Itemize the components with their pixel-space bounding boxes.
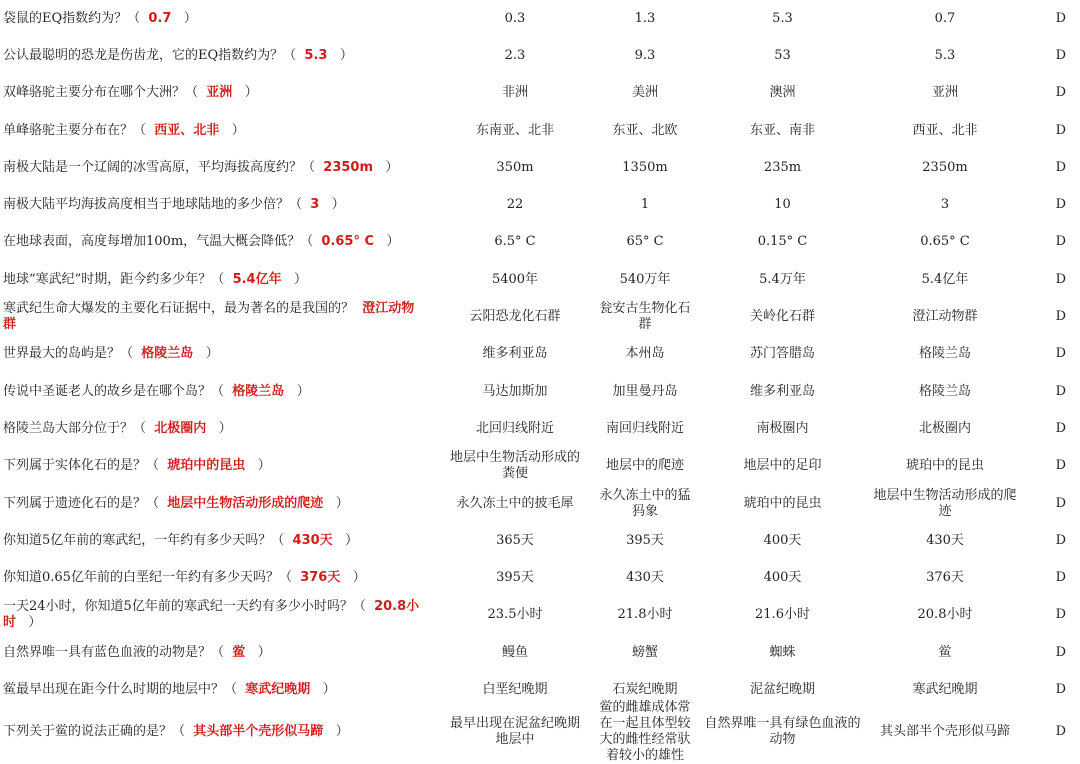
answer-key: D <box>1055 681 1066 697</box>
answer-key: D <box>1055 47 1066 63</box>
question-text <box>0 373 440 410</box>
answer-highlight: 寒武纪晚期 <box>245 681 311 697</box>
question-prompt: 双峰骆驼主要分布在哪个大洲？（ <box>3 85 199 101</box>
option-b: 540万年 <box>619 271 671 287</box>
option-d: 0.7 <box>934 10 956 26</box>
question-prompt: 下列关于鲎的说法正确的是？（ <box>3 723 186 739</box>
option-c: 东亚、南非 <box>749 122 815 138</box>
answer-key: D <box>1055 234 1066 250</box>
option-a: 2.3 <box>504 47 526 63</box>
option-c: 400天 <box>763 532 802 548</box>
answer-highlight: 2350m <box>323 159 374 175</box>
question-text <box>0 336 440 373</box>
answer-highlight: 鲎 <box>232 644 246 660</box>
question-closing-paren: ） <box>385 159 399 175</box>
question-closing-paren: ） <box>352 570 366 586</box>
question-prompt: 南极大陆是一个辽阔的冰雪高原，平均海拔高度约？（ <box>3 159 316 175</box>
question-text <box>0 37 440 74</box>
option-c: 5.3 <box>772 10 793 26</box>
option-c: 澳洲 <box>769 85 796 101</box>
question-text <box>0 298 440 335</box>
question-closing-paren: ） <box>231 122 245 138</box>
option-b: 395天 <box>626 532 664 548</box>
option-d: 寒武纪晚期 <box>912 681 978 697</box>
option-c: 蜘蛛 <box>769 644 796 660</box>
question-prompt: 鲎最早出现在距今什么时期的地层中？（ <box>3 681 238 697</box>
question-closing-paren: ） <box>218 420 232 436</box>
option-b: 永久冻土中的猛犸象 <box>599 487 691 519</box>
answer-key: D <box>1055 723 1066 739</box>
answer-highlight: 0.65° C <box>321 234 375 250</box>
answer-key: D <box>1055 197 1066 213</box>
option-c: 235m <box>763 159 802 175</box>
question-prompt: 在地球表面，高度每增加100m，气温大概会降低？（ <box>3 234 314 250</box>
option-b: 东亚、北欧 <box>612 122 678 138</box>
option-c: 21.6小时 <box>755 607 810 623</box>
option-d: 20.8小时 <box>917 607 973 623</box>
option-b: 9.3 <box>634 47 656 63</box>
option-b: 65° C <box>626 234 664 250</box>
option-d: 西亚、北非 <box>912 122 978 138</box>
option-c: 0.15° C <box>757 234 808 250</box>
question-closing-paren: ） <box>296 383 310 399</box>
answer-highlight: 亚洲 <box>206 85 233 101</box>
answer-highlight: 430天 <box>292 532 333 548</box>
option-d: 376天 <box>926 570 964 586</box>
answer-key: D <box>1055 495 1066 511</box>
question-text <box>0 75 440 112</box>
option-b: 石炭纪晚期 <box>612 681 678 697</box>
option-a: 云阳恐龙化石群 <box>469 309 561 325</box>
option-a: 白垩纪晚期 <box>482 681 548 697</box>
question-text <box>0 485 440 522</box>
option-a: 23.5小时 <box>487 607 543 623</box>
option-a: 地层中生物活动形成的粪便 <box>449 450 580 482</box>
question-text <box>0 559 440 596</box>
answer-key: D <box>1055 122 1066 138</box>
option-a: 马达加斯加 <box>482 383 548 399</box>
question-text <box>0 634 440 671</box>
option-c: 地层中的足印 <box>743 458 822 474</box>
option-a: 永久冻土中的披毛犀 <box>456 495 574 511</box>
answer-key: D <box>1055 159 1066 175</box>
option-a: 350m <box>496 159 534 175</box>
option-c: 琥珀中的昆虫 <box>743 495 822 511</box>
question-closing-paren: ） <box>322 681 336 697</box>
question-prompt: 下列属于遗迹化石的是？（ <box>3 495 160 511</box>
answer-key: D <box>1055 570 1066 586</box>
option-d: 鲎 <box>938 644 952 660</box>
answer-key: D <box>1055 607 1066 623</box>
answer-highlight: 20.8小时 <box>3 599 420 631</box>
option-c: 泥盆纪晚期 <box>749 681 815 697</box>
option-d: 5.4亿年 <box>921 271 969 287</box>
answer-highlight: 376天 <box>300 570 341 586</box>
option-b: 美洲 <box>631 85 658 101</box>
option-d: 格陵兰岛 <box>918 383 971 399</box>
option-a: 最早出现在泥盆纪晚期地层中 <box>449 715 580 747</box>
question-closing-paren: ） <box>257 458 271 474</box>
question-closing-paren: ） <box>335 723 349 739</box>
question-closing-paren: ） <box>28 615 42 631</box>
question-prompt: 一天24小时，你知道5亿年前的寒武纪一天约有多少小时吗？（ <box>3 599 366 615</box>
question-closing-paren: ） <box>205 346 219 362</box>
question-text <box>0 224 440 261</box>
question-prompt: 自然界唯一具有蓝色血液的动物是？（ <box>3 644 225 660</box>
option-c: 维多利亚岛 <box>749 383 815 399</box>
option-d: 亚洲 <box>931 85 958 101</box>
option-d: 格陵兰岛 <box>918 346 971 362</box>
question-prompt: 寒武纪生命大爆发的主要化石证据中，最为著名的是我国的？ <box>3 301 355 317</box>
option-c: 自然界唯一具有绿色血液的动物 <box>704 715 861 747</box>
answer-highlight: 北极圈内 <box>154 420 207 436</box>
answer-highlight: 5.4亿年 <box>232 271 282 287</box>
question-closing-paren: ） <box>339 47 353 63</box>
question-closing-paren: ） <box>386 234 400 250</box>
answer-highlight: 格陵兰岛 <box>141 346 194 362</box>
question-text <box>0 186 440 223</box>
answer-key: D <box>1055 346 1066 362</box>
option-b: 南回归线附近 <box>605 420 684 436</box>
question-text <box>0 597 440 634</box>
question-closing-paren: ） <box>335 495 349 511</box>
question-prompt: 南极大陆平均海拔高度相当于地球陆地的多少倍？（ <box>3 197 303 213</box>
option-d: 5.3 <box>934 47 956 63</box>
question-text <box>0 410 440 447</box>
option-d: 其头部半个壳形似马蹄 <box>879 723 1010 739</box>
option-d: 北极圈内 <box>918 420 971 436</box>
answer-key: D <box>1055 271 1066 287</box>
question-prompt: 你知道0.65亿年前的白垩纪一年约有多少天吗？（ <box>3 570 292 586</box>
option-d: 澄江动物群 <box>912 309 978 325</box>
option-a: 365天 <box>496 532 534 548</box>
question-text <box>0 448 440 485</box>
option-c: 关岭化石群 <box>749 309 815 325</box>
option-b: 本州岛 <box>625 346 665 362</box>
option-b: 1 <box>640 197 650 213</box>
option-c: 南极圈内 <box>756 420 809 436</box>
question-text <box>0 149 440 186</box>
option-b: 21.8小时 <box>617 607 673 623</box>
option-a: 22 <box>506 197 524 213</box>
option-a: 鳗鱼 <box>501 644 528 660</box>
option-c: 10 <box>774 197 791 213</box>
option-a: 东南亚、北非 <box>475 122 554 138</box>
option-b: 1350m <box>622 159 668 175</box>
answer-highlight: 西亚、北非 <box>154 122 220 138</box>
answer-key: D <box>1055 420 1066 436</box>
question-prompt: 单峰骆驼主要分布在？（ <box>3 122 147 138</box>
option-a: 395天 <box>496 570 534 586</box>
option-c: 400天 <box>763 570 802 586</box>
question-prompt: 传说中圣诞老人的故乡是在哪个岛？（ <box>3 383 225 399</box>
option-d: 2350m <box>922 159 968 175</box>
option-a: 非洲 <box>501 85 528 101</box>
question-closing-paren: ） <box>331 197 345 213</box>
question-closing-paren: ） <box>244 85 258 101</box>
question-closing-paren: ） <box>294 271 308 287</box>
option-d: 3 <box>940 197 950 213</box>
option-a: 0.3 <box>504 10 526 26</box>
option-b: 鲎的雌雄成体常在一起且体型较大的雌性经常驮着较小的雄性 <box>599 699 691 763</box>
answer-highlight: 0.7 <box>148 10 172 26</box>
answer-highlight: 澄江动物群 <box>3 301 415 333</box>
option-b: 地层中的爬迹 <box>605 458 684 474</box>
answer-highlight: 其头部半个壳形似马蹄 <box>193 723 324 739</box>
question-prompt: 公认最聪明的恐龙是伤齿龙，它的EQ指数约为？（ <box>3 47 297 63</box>
question-text <box>0 0 440 37</box>
answer-highlight: 5.3 <box>304 47 328 63</box>
option-d: 0.65° C <box>920 234 970 250</box>
option-b: 430天 <box>626 570 664 586</box>
answer-key: D <box>1055 383 1066 399</box>
answer-key: D <box>1055 10 1066 26</box>
answer-highlight: 地层中生物活动形成的爬迹 <box>167 495 324 511</box>
answer-highlight: 琥珀中的昆虫 <box>167 458 246 474</box>
question-prompt: 世界最大的岛屿是？（ <box>3 346 134 362</box>
question-text <box>0 709 440 755</box>
answer-key: D <box>1055 458 1066 474</box>
question-prompt: 地球“寒武纪”时期，距今约多少年？（ <box>3 271 225 287</box>
question-closing-paren: ） <box>183 10 197 26</box>
answer-key: D <box>1055 532 1066 548</box>
question-prompt: 格陵兰岛大部分位于？（ <box>3 420 147 436</box>
question-text <box>0 261 440 298</box>
answer-key: D <box>1055 309 1066 325</box>
option-a: 北回归线附近 <box>475 420 554 436</box>
option-d: 琥珀中的昆虫 <box>905 458 984 474</box>
answer-key: D <box>1055 644 1066 660</box>
question-text <box>0 671 440 708</box>
option-b: 螃蟹 <box>631 644 658 660</box>
option-c: 53 <box>774 47 791 63</box>
option-b: 瓮安古生物化石群 <box>599 301 691 333</box>
option-a: 6.5° C <box>494 234 536 250</box>
option-c: 5.4万年 <box>759 271 806 287</box>
question-closing-paren: ） <box>257 644 271 660</box>
option-a: 5400年 <box>491 271 539 287</box>
option-a: 维多利亚岛 <box>482 346 548 362</box>
question-prompt: 袋鼠的EQ指数约为？（ <box>3 10 141 26</box>
question-prompt: 你知道5亿年前的寒武纪，一年约有多少天吗？（ <box>3 532 285 548</box>
answer-key: D <box>1055 85 1066 101</box>
option-b: 1.3 <box>634 10 656 26</box>
answer-highlight: 3 <box>310 197 320 213</box>
question-text <box>0 112 440 149</box>
option-d: 地层中生物活动形成的爬迹 <box>873 487 1017 519</box>
option-c: 苏门答腊岛 <box>749 346 815 362</box>
answer-highlight: 格陵兰岛 <box>232 383 285 399</box>
question-closing-paren: ） <box>345 532 359 548</box>
option-d: 430天 <box>926 532 964 548</box>
question-text <box>0 522 440 559</box>
question-prompt: 下列属于实体化石的是？（ <box>3 458 160 474</box>
option-b: 加里曼丹岛 <box>612 383 678 399</box>
